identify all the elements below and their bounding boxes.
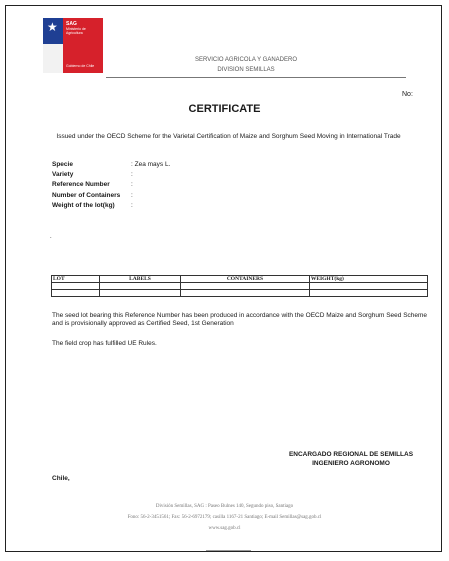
logo-ministry: Ministerio de Agricultura (66, 27, 86, 35)
table-cell (52, 290, 100, 297)
field-value-variety: : (131, 171, 133, 178)
issued-under-text: Issued under the OECD Scheme for the Varietal Certification of Maize and Sorghum Seed Moving in International Trade (56, 133, 401, 140)
field-label-specie: Specie (52, 161, 73, 168)
certification-statement: The seed lot bearing this Reference Number has been produced in accordance with the OECD Maize and Sorghum Seed Scheme and is provisionally approved as Certified Seed, 1st Generation (52, 312, 428, 327)
table-cell (99, 283, 180, 290)
labels-header: LABELS (99, 276, 180, 283)
header-divider (106, 77, 406, 78)
lot-table-header-row (52, 276, 428, 283)
table-row (52, 283, 428, 290)
table-cell (52, 283, 100, 290)
document-title: CERTIFICATE (188, 103, 261, 115)
star-icon: ★ (47, 20, 58, 34)
agency-name: SERVICIO AGRICOLA Y GANADERO (194, 57, 298, 63)
field-label-number-of-containers: Number of Containers (52, 192, 121, 199)
place-date-label: Chile, (52, 475, 70, 482)
table-row (52, 290, 428, 297)
field-label-reference-number: Reference Number (52, 181, 110, 188)
footer-address: División Semillas, SAG : Paseo Bulnes 140, Segundo piso, Santiago (155, 504, 294, 509)
sag-logo (43, 18, 103, 73)
field-label-weight: Weight of the lot(kg) (52, 202, 115, 209)
footer-website: www.sag.gob.cl (208, 526, 241, 531)
logo-government: Gobierno de Chile (66, 64, 95, 68)
signer-title-line2: INGENIERO AGRONOMO (312, 460, 390, 467)
containers-header: CONTAINERS (181, 276, 310, 283)
certificate-page (5, 5, 442, 552)
weight-header: WEIGHT(kg) (309, 276, 427, 283)
field-crop-statement: The field crop has fulfilled UE Rules. (52, 340, 157, 347)
logo-white-block (43, 44, 63, 73)
field-label-variety: Variety (52, 171, 74, 178)
field-value-reference-number: : (131, 181, 133, 188)
table-cell (99, 290, 180, 297)
table-cell (181, 290, 310, 297)
logo-abbr: SAG (66, 21, 77, 27)
field-value-number-of-containers: : (131, 192, 133, 199)
footer-divider (206, 550, 251, 551)
lot-table (51, 275, 428, 297)
stray-mark: . (50, 234, 52, 240)
certificate-number-label: No: (402, 91, 413, 98)
table-cell (309, 283, 427, 290)
field-value-specie: : Zea mays L. (131, 161, 171, 168)
signer-title-line1: ENCARGADO REGIONAL DE SEMILLAS (288, 451, 414, 458)
field-value-weight: : (131, 202, 133, 209)
division-name: DIVISION SEMILLAS (217, 67, 275, 73)
table-cell (181, 283, 310, 290)
footer-contact: Fono: 56-2-3451561; Fax: 56-2-6972179; casilla 1167-21 Santiago; E-mail Semillas@sag.gob.cl (127, 515, 322, 520)
table-cell (309, 290, 427, 297)
lot-header: LOT (52, 276, 100, 283)
